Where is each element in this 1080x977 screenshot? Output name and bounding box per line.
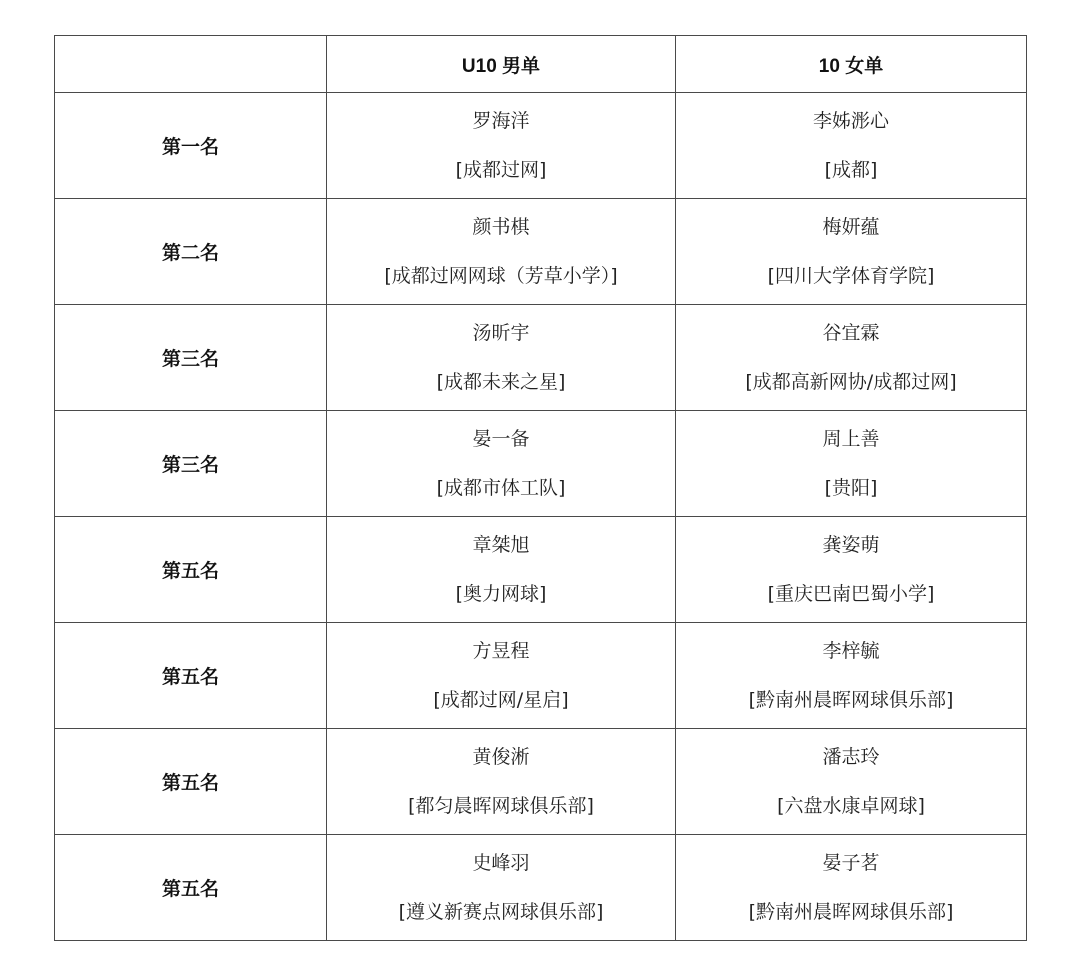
- player-name: 章桀旭: [472, 534, 530, 556]
- player-club: [成都市体工队]: [436, 477, 566, 499]
- player-name: 潘志玲: [822, 746, 880, 768]
- rank-cell: 第五名: [55, 623, 327, 729]
- girls-entry-cell: [676, 835, 1027, 941]
- player-name: 周上善: [822, 428, 880, 450]
- player-name: 颜书棋: [472, 216, 530, 238]
- table-row: [55, 199, 1027, 305]
- player-club: [成都高新网协/成都过网]: [745, 371, 957, 393]
- boys-entry-cell: [327, 93, 676, 199]
- girls-entry-cell: [676, 517, 1027, 623]
- boys-entry-cell: [327, 411, 676, 517]
- table-row: [55, 305, 1027, 411]
- player-club: [黔南州晨晖网球俱乐部]: [748, 689, 954, 711]
- player-club: [成都过网网球（芳草小学）]: [384, 265, 618, 287]
- player-name: 龚姿萌: [822, 534, 880, 556]
- rank-cell: 第二名: [55, 199, 327, 305]
- girls-entry-cell: [676, 305, 1027, 411]
- player-club: [遵义新赛点网球俱乐部]: [398, 901, 604, 923]
- rank-cell: 第三名: [55, 305, 327, 411]
- rank-cell: 第五名: [55, 517, 327, 623]
- girls-entry-cell: [676, 411, 1027, 517]
- table-row: [55, 411, 1027, 517]
- player-club: [重庆巴南巴蜀小学]: [767, 583, 935, 605]
- player-name: 史峰羽: [472, 852, 530, 874]
- corner-header-cell: [55, 36, 327, 93]
- rank-cell: 第一名: [55, 93, 327, 199]
- boys-entry-cell: [327, 305, 676, 411]
- girls-singles-header: 10 女单: [676, 36, 1027, 93]
- player-club: [四川大学体育学院]: [767, 265, 935, 287]
- player-name: 罗海洋: [472, 110, 530, 132]
- player-club: [成都过网]: [455, 159, 547, 181]
- girls-entry-cell: [676, 623, 1027, 729]
- player-name: 李姊浵心: [812, 110, 889, 132]
- player-name: 晏一备: [472, 428, 530, 450]
- player-name: 汤昕宇: [472, 322, 530, 344]
- player-name: 晏子茗: [822, 852, 880, 874]
- boys-singles-header: U10 男单: [327, 36, 676, 93]
- results-table: [54, 35, 1027, 941]
- girls-entry-cell: [676, 199, 1027, 305]
- player-name: 李梓毓: [822, 640, 880, 662]
- header-row: [55, 36, 1027, 93]
- player-name: 梅妍蕴: [822, 216, 880, 238]
- player-club: [六盘水康卓网球]: [777, 795, 925, 817]
- boys-entry-cell: [327, 835, 676, 941]
- table-row: [55, 623, 1027, 729]
- player-club: [成都过网/星启]: [433, 689, 569, 711]
- player-club: [成都未来之星]: [436, 371, 566, 393]
- player-club: [奥力网球]: [455, 583, 547, 605]
- girls-entry-cell: [676, 93, 1027, 199]
- boys-entry-cell: [327, 517, 676, 623]
- player-club: [成都]: [824, 159, 878, 181]
- player-club: [贵阳]: [824, 477, 878, 499]
- table-row: [55, 729, 1027, 835]
- player-name: 黄俊淅: [472, 746, 530, 768]
- girls-entry-cell: [676, 729, 1027, 835]
- player-name: 方昱程: [472, 640, 530, 662]
- player-name: 谷宜霖: [822, 322, 880, 344]
- table-row: [55, 93, 1027, 199]
- table-row: [55, 835, 1027, 941]
- player-club: [都匀晨晖网球俱乐部]: [408, 795, 594, 817]
- rank-cell: 第五名: [55, 729, 327, 835]
- rank-cell: 第三名: [55, 411, 327, 517]
- boys-entry-cell: [327, 729, 676, 835]
- table-row: [55, 517, 1027, 623]
- boys-entry-cell: [327, 199, 676, 305]
- rank-cell: 第五名: [55, 835, 327, 941]
- player-club: [黔南州晨晖网球俱乐部]: [748, 901, 954, 923]
- boys-entry-cell: [327, 623, 676, 729]
